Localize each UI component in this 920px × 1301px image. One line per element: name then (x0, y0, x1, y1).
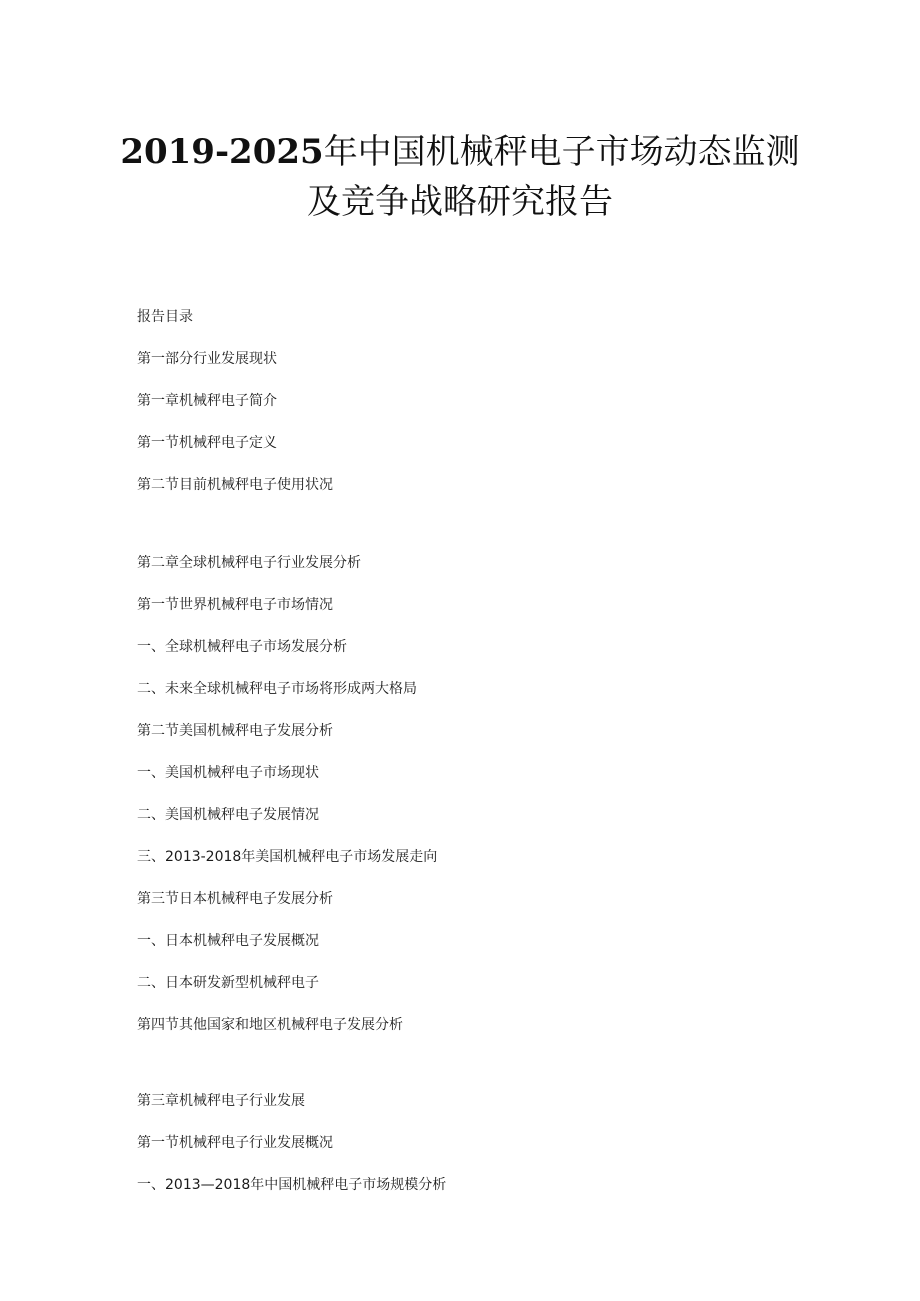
toc-heading: 报告目录 (137, 309, 193, 325)
toc-item: 二、未来全球机械秤电子市场将形成两大格局 (137, 681, 417, 697)
toc-chapter: 第二章全球机械秤电子行业发展分析 (137, 555, 361, 571)
toc-item: 一、美国机械秤电子市场现状 (137, 765, 319, 781)
toc-section: 第三节日本机械秤电子发展分析 (137, 891, 333, 907)
toc-section: 第四节其他国家和地区机械秤电子发展分析 (137, 1017, 403, 1033)
toc-item: 一、2013—2018年中国机械秤电子市场规模分析 (137, 1177, 447, 1193)
toc-section: 第二节目前机械秤电子使用状况 (137, 477, 333, 493)
toc-section: 第一节世界机械秤电子市场情况 (137, 597, 333, 613)
toc-chapter: 第一章机械秤电子简介 (137, 393, 277, 409)
toc-section: 第一节机械秤电子定义 (137, 435, 277, 451)
toc-section: 第二节美国机械秤电子发展分析 (137, 723, 333, 739)
toc-section: 第一节机械秤电子行业发展概况 (137, 1135, 333, 1151)
toc-part: 第一部分行业发展现状 (137, 351, 277, 367)
toc-chapter: 第三章机械秤电子行业发展 (137, 1093, 305, 1109)
toc-item: 一、日本机械秤电子发展概况 (137, 933, 319, 949)
report-title-year: 2019-2025 (120, 132, 324, 172)
toc-item: 二、日本研发新型机械秤电子 (137, 975, 319, 991)
toc-item: 二、美国机械秤电子发展情况 (137, 807, 319, 823)
report-title-line-1 (60, 124, 860, 173)
report-title-text: 年中国机械秤电子市场动态监测 (323, 132, 800, 172)
toc-item: 三、2013-2018年美国机械秤电子市场发展走向 (137, 849, 438, 865)
report-title-line-2: 及竞争战略研究报告 (307, 182, 613, 222)
toc-item: 一、全球机械秤电子市场发展分析 (137, 639, 347, 655)
